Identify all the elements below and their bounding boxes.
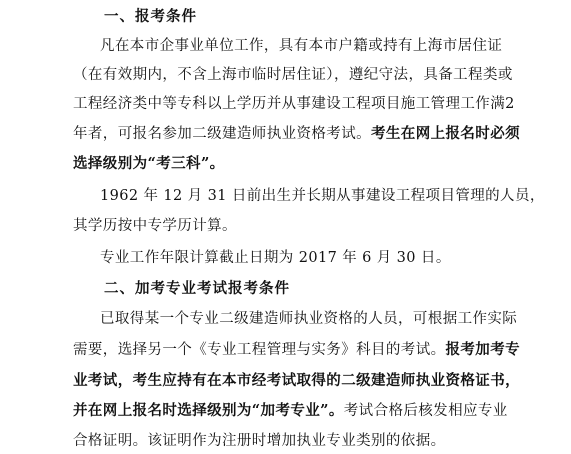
- section1-para2-line2: 其学历按中专学历计算。: [73, 218, 237, 234]
- section2-para1-line2-bold: 报考加考专: [445, 341, 520, 358]
- section1-para1-line1: 凡在本市企事业单位工作，具有本市户籍或持有上海市居住证: [100, 38, 503, 54]
- section2-para1-line2-normal: 需要，选择另一个《专业工程管理与实务》科目的考试。: [73, 342, 446, 358]
- section1-para3-line1: 专业工作年限计算截止日期为 2017 年 6 月 30 日。: [100, 250, 451, 266]
- section2-para1-line5: 合格证明。该证明作为注册时增加执业专业类别的依据。: [73, 433, 446, 449]
- section2-para1-line4-normal: 考试合格后核发相应专业: [343, 403, 508, 419]
- section1-para1-line4: [73, 123, 565, 145]
- section1-para2-line1: 1962 年 12 月 31 日前出生并长期从事建设工程项目管理的人员，: [100, 188, 545, 204]
- section2-para1-line4: [73, 400, 565, 422]
- section1-para1-line2: （在有效期内，不含上海市临时居住证），遵纪守法，具备工程类或: [73, 67, 513, 83]
- section1-heading: 一、报考条件: [104, 8, 197, 25]
- section1-para1-line5: 选择级别为“考三科”。: [73, 155, 225, 172]
- section1-para1-line3: 工程经济类中等专科以上学历并从事建设工程项目施工管理工作满2: [73, 96, 515, 112]
- section1-para1-line4-normal: 年者，可报名参加二级建造师执业资格考试。: [73, 126, 371, 142]
- section2-para1-line4-bold: 并在网上报名时选择级别为“加考专业”。: [73, 402, 344, 419]
- section2-para1-line3: 业考试，考生应持有在本市经考试取得的二级建造师执业资格证书，: [73, 372, 520, 389]
- section2-para1-line1: 已取得某一个专业二级建造师执业资格的人员，可根据工作实际: [100, 311, 518, 327]
- section2-para1-line2: [73, 339, 565, 361]
- section1-para1-line4-bold: 考生在网上报名时必须: [371, 125, 520, 142]
- section2-heading: 二、加考专业考试报考条件: [104, 280, 290, 297]
